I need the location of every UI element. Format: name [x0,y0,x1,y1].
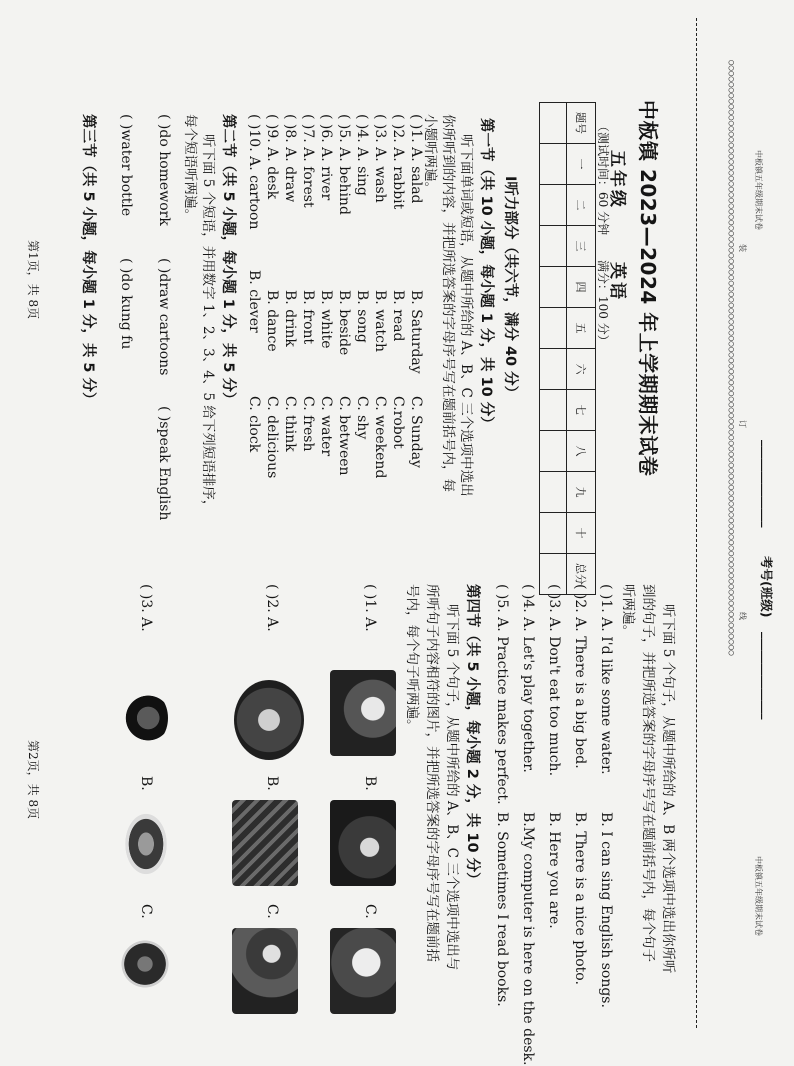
exam-number-blank-left: ______________ [761,440,776,528]
score-head-4: 四 [567,267,596,308]
s4-q1-option-a-photo [330,670,396,756]
s1-item-3-c: C. weekend [372,396,388,479]
s4-q1-option-b-photo [330,800,396,886]
s1-item-8-b: B. drink [282,290,298,347]
s1-item-10-b: B. clever [246,270,262,333]
s1-instruction-1: 听下面单词或短语，从题中所给的 A、B、C 三个选项中选出 [458,134,474,497]
s1-item-8-c: C. think [282,396,298,452]
s3-item-1-b: B. I can sing English songs. [598,812,614,1008]
s1-item-9-question: ( )9. A. desk [264,114,280,200]
binding-char-2: 订 [738,420,747,428]
s2-instruction-1: 听下面 5 个短语，并用数字 1、2、3、4、5 给下列短语排序， [200,134,216,514]
score-head-5: 五 [567,308,596,349]
s1-item-10-question: ( )10. A. cartoon [246,114,262,230]
s4-q2-option-c: C. [264,904,280,919]
s1-item-4-question: ( )4. A. sing [354,114,370,196]
exam-full-score: 满分：100 分） [596,260,610,347]
score-cell[interactable] [540,349,567,390]
s1-item-6-c: C. water [318,396,334,457]
s4-q2-option-c-photo [232,928,298,1014]
s4-q1-option-c: C. [362,904,378,919]
s1-item-7-question: ( )7. A. forest [300,114,316,208]
s3-instruction-1: 听下面 5 个句子，从题中所给的 A、B 两个选项中选出你所听 [660,604,676,974]
s1-instruction-3: 小题听两遍。 [422,114,438,195]
score-head-7: 七 [567,390,596,431]
side-note-left: 中板镇五年级期末试卷 [754,150,763,230]
score-head-1: 一 [567,144,596,185]
s1-item-6-question: ( )6. A. river [318,114,334,201]
score-cell[interactable] [540,226,567,267]
s2-item-2: ( )draw cartoons [156,258,172,376]
s1-item-5-question: ( )5. A. behind [336,114,352,215]
s1-item-4-c: C. shy [354,396,370,440]
s4-instruction-2: 所听句子内容相符的图片，并把所选答案的字母序号写在题前括 [424,584,440,962]
s1-item-2-b: B. read [390,290,406,342]
s4-q1-option-c-photo [330,928,396,1014]
s3-item-3-question: ( )3. A. Don't eat too much. [546,584,562,777]
s4-question-3: ( )3. A. [138,584,154,632]
s4-q2-option-b: B. [264,776,280,791]
part1-heading: Ⅰ听力部分（共六节，满分 40 分） [502,176,518,401]
score-head-10: 十 [567,513,596,554]
score-cell[interactable] [540,267,567,308]
s4-instruction-1: 听下面 5 个句子，从题中所给的 A、B、C 三个选项中选出与 [444,604,460,971]
s2-item-4: ( )water bottle [118,114,134,217]
s3-item-1-question: ( )1. A. I'd like some water. [598,584,614,775]
exam-grade: 五年级 [607,150,627,210]
s3-heading: 第三节（共 5 小题，每小题 1 分，共 5 分） [80,114,96,407]
score-head-8: 八 [567,431,596,472]
s1-item-2-c: C.robot [390,396,406,449]
score-head-6: 六 [567,349,596,390]
s2-instruction-2: 每个短语听两遍。 [182,114,198,222]
score-cell[interactable] [540,431,567,472]
binding-circle-strip: ○○○○○○○○○○○○○○○○○○○○○○○○○○○○○○○○○○○○○○○○○○○○○○○○○○○○○○○○○○○○○○○○○○○○○○○○○○○○○○○○○○○○○○○○○○○○○○○○○○○○○○○○○○○○ [726,60,736,656]
score-table [539,102,596,595]
s1-item-5-b: B. beside [336,290,352,356]
s4-q2-option-a-photo [234,680,304,760]
binding-cut-line [696,18,697,1028]
score-head-total: 总分 [567,554,596,595]
s1-item-1-question: ( )1. A. salad [408,114,424,204]
binding-char-1: 装 [738,244,747,252]
exam-number-label: 考号(班级) [759,556,774,618]
s1-item-7-b: B. front [300,290,316,345]
s1-heading: 第一节（共 10 小题，每小题 1 分，共 10 分） [478,118,494,431]
s4-heading: 第四节（共 5 小题，每小题 2 分，共 10 分） [464,584,480,887]
s3-instruction-3: 听两遍。 [620,584,636,638]
s1-item-3-b: B. watch [372,290,388,353]
score-cell[interactable] [540,185,567,226]
s2-item-1: ( )do homework [156,114,172,226]
s1-item-8-question: ( )8. A. draw [282,114,298,203]
page-footer-1: 第1页，共 8页 [26,240,40,320]
score-cell[interactable] [540,144,567,185]
s3-item-4-question: ( )4. A. Let's play together. [520,584,536,773]
s3-item-4-b: B.My computer is here on the desk. [520,812,536,1066]
s1-item-7-c: C. fresh [300,396,316,452]
score-cell[interactable] [540,390,567,431]
s1-item-1-c: C. Sunday [408,396,424,468]
s1-item-4-b: B. song [354,290,370,343]
s1-item-10-c: C. clock [246,396,262,453]
score-head-2: 二 [567,185,596,226]
s4-q3-option-a-food [124,690,168,746]
score-cell[interactable] [540,308,567,349]
s4-q3-option-c-food [120,936,170,992]
s3-item-5-question: ( )5. A. Practice makes perfect. [494,584,510,805]
exam-subject: 英语 [607,262,627,302]
s3-instruction-2: 到的句子，并把所选答案的字母序号写在题前括号内，每个句子 [640,584,656,962]
score-cell[interactable] [540,513,567,554]
score-cell[interactable] [540,472,567,513]
s1-item-9-c: C. delicious [264,396,280,479]
exam-title: 中板镇 2023—2024 年上学期期末试卷 [636,100,660,477]
s4-question-1: ( )1. A. [362,584,378,632]
s4-q2-option-b-photo [232,800,298,886]
s1-item-2-question: ( )2. A. rabbit [390,114,406,210]
s4-q3-option-c: C. [138,904,154,919]
score-head-question: 题号 [567,103,596,144]
exam-number-blank: ______________ [761,632,776,720]
binding-char-3: 线 [738,612,747,620]
s2-item-5: ( )do kung fu [118,258,134,350]
s1-instruction-2: 你所听到的内容，并把所选答案的字母序号写在题前括号内，每 [440,114,456,492]
s2-heading: 第二节（共 5 小题，每小题 1 分，共 5 分） [220,114,236,407]
s3-item-2-b: B. There is a nice photo. [572,812,588,985]
s1-item-9-b: B. dance [264,290,280,352]
s2-item-3: ( )speak English [156,406,172,521]
s3-item-3-b: B. Here you are. [546,812,562,929]
s4-question-2: ( )2. A. [264,584,280,632]
s1-item-6-b: B. white [318,290,334,349]
side-note-right: 中板镇五年级期末试卷 [754,856,763,936]
s1-item-5-c: C. between [336,396,352,476]
s3-item-5-b: B. Sometimes I read books. [494,812,510,1007]
score-head-3: 三 [567,226,596,267]
score-head-9: 九 [567,472,596,513]
s1-item-1-b: B. Saturday [408,290,424,374]
s4-q3-option-b-food [124,812,168,876]
page-footer-2: 第2页，共 8页 [26,740,40,820]
s3-item-2-question: ( )2. A. There is a big bed. [572,584,588,769]
s4-q1-option-b: B. [362,776,378,791]
s1-item-3-question: ( )3. A. wash [372,114,388,203]
s4-instruction-3: 号内，每个句子听两遍。 [404,584,420,733]
exam-time: （测试时间：60 分钟 [596,120,610,236]
s4-q3-option-b: B. [138,776,154,791]
score-cell[interactable] [540,103,567,144]
